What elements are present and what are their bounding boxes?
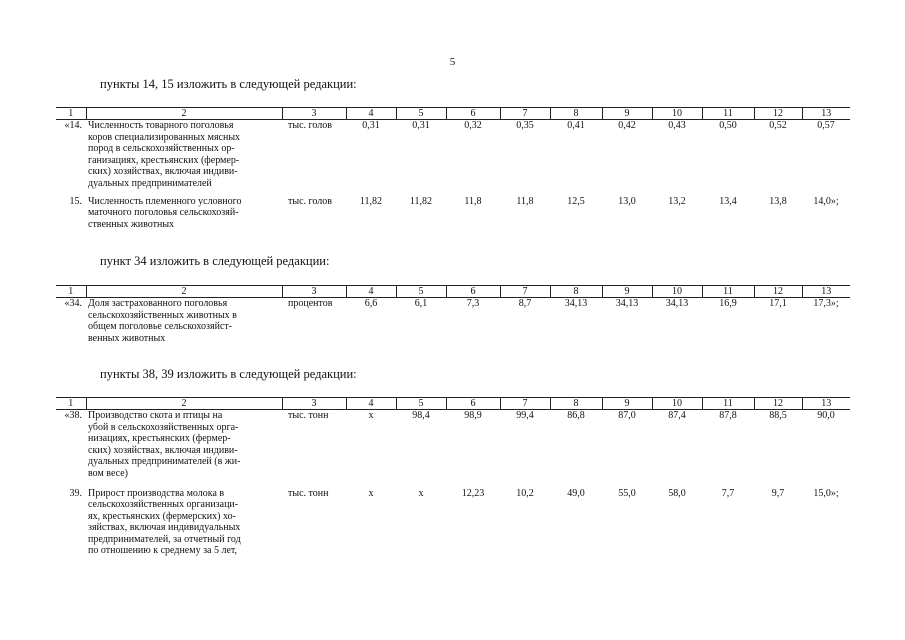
- value-cell: x: [368, 487, 374, 499]
- value-cell: 55,0: [618, 487, 636, 499]
- table-row: [56, 488, 850, 566]
- column-number-row: [56, 286, 850, 298]
- value-cell: 58,0: [668, 487, 686, 499]
- value-cell: 7,7: [721, 487, 735, 499]
- unit-of-measure: тыс. тонн: [288, 410, 329, 421]
- value-cell: 17,3»;: [813, 298, 839, 309]
- column-number-cell: 13: [802, 286, 850, 298]
- column-number-row: [56, 398, 850, 410]
- value-cell: 0,50: [719, 120, 737, 131]
- item-number: «38.: [64, 410, 82, 421]
- column-number-cell: 1: [56, 398, 86, 410]
- column-number-cell: 7: [500, 398, 550, 410]
- value-cell: 0,52: [769, 120, 787, 131]
- section-instruction: пункты 14, 15 изложить в следующей редакции:: [100, 77, 357, 91]
- indicator-name-line: предпринимателей, за отчетный год: [88, 533, 241, 545]
- value-cell: 6,6: [364, 298, 378, 309]
- indicator-name-line: сельскохозяйственных организаци-: [88, 499, 239, 510]
- indicator-name-line: по отношению к среднему за 5 лет,: [88, 545, 237, 556]
- unit-of-measure: тыс. голов: [288, 120, 332, 131]
- column-number-cell: 12: [754, 286, 802, 298]
- value-cell: 11,8: [464, 195, 482, 207]
- column-number-cell: 11: [702, 398, 754, 410]
- indicator-name: [86, 488, 282, 566]
- unit-of-measure: тыс. голов: [288, 195, 332, 207]
- indicator-name: [86, 298, 282, 352]
- value-cell: 13,2: [668, 195, 686, 207]
- value-cell: 6,1: [414, 298, 428, 309]
- indicator-name-line: Прирост производства молока в: [88, 487, 225, 499]
- value-cell: x: [418, 487, 424, 499]
- value-cell: 10,2: [516, 487, 534, 499]
- unit-of-measure: тыс. тонн: [288, 487, 329, 499]
- value-cell: 87,4: [668, 410, 686, 421]
- indicator-name-line: Производство скота и птицы на: [88, 410, 223, 421]
- indicator-name-line: дуальных предпринимателей (в жи-: [88, 456, 241, 467]
- column-number-cell: 12: [754, 108, 802, 120]
- column-number-cell: 9: [602, 108, 652, 120]
- column-number-cell: 11: [702, 108, 754, 120]
- column-number-cell: 8: [550, 108, 602, 120]
- value-cell: 7,3: [466, 298, 480, 309]
- column-number-cell: 4: [346, 108, 396, 120]
- indicator-name-line: ях, крестьянских (фермерских) хо-: [88, 510, 236, 522]
- column-number-cell: 10: [652, 108, 702, 120]
- indicator-name-line: дуальных предпринимателей: [88, 177, 212, 189]
- value-cell: 90,0: [817, 410, 835, 421]
- item-number: 15.: [69, 195, 82, 207]
- value-cell: 17,1: [769, 298, 787, 309]
- column-number-cell: 2: [86, 108, 282, 120]
- value-cell: 49,0: [567, 487, 585, 499]
- section-instruction: пункты 38, 39 изложить в следующей редакции:: [100, 367, 357, 381]
- item-number: «14.: [64, 120, 82, 131]
- indicator-name-line: убой в сельскохозяйственных орга-: [88, 421, 239, 433]
- value-cell: 34,13: [615, 298, 639, 309]
- value-cell: 87,8: [719, 410, 737, 421]
- value-cell: 0,41: [567, 120, 585, 131]
- value-cell: 13,0: [618, 195, 636, 207]
- column-number-cell: 1: [56, 286, 86, 298]
- indicator-name-line: ских) хозяйствах, включая индиви-: [88, 444, 238, 456]
- indicator-name: [86, 410, 282, 488]
- column-number-cell: 5: [396, 286, 446, 298]
- indicator-name-line: вом весе): [88, 467, 128, 479]
- table-row: [56, 196, 850, 236]
- indicator-name-line: Доля застрахованного поголовья: [88, 298, 228, 309]
- indicator-name-line: ганизациях, крестьянских (фермер-: [88, 154, 240, 166]
- column-number-cell: 7: [500, 108, 550, 120]
- column-number-cell: 5: [396, 108, 446, 120]
- column-number-cell: 3: [282, 398, 346, 410]
- value-cell: 86,8: [567, 410, 585, 421]
- value-cell: 0,31: [362, 120, 380, 131]
- indicator-name-line: зяйствах, включая индивидуальных: [88, 522, 241, 533]
- section-instruction: пункт 34 изложить в следующей редакции:: [100, 254, 330, 268]
- indicator-name-line: венных животных: [88, 332, 166, 344]
- column-number-cell: 13: [802, 398, 850, 410]
- item-number: 39.: [69, 487, 82, 499]
- column-number-cell: 2: [86, 398, 282, 410]
- column-number-cell: 8: [550, 398, 602, 410]
- item-number: «34.: [64, 298, 82, 309]
- page-number: 5: [449, 56, 456, 68]
- column-number-cell: 6: [446, 398, 500, 410]
- value-cell: 13,8: [769, 195, 787, 207]
- indicator-name-line: коров специализированных мясных: [88, 131, 241, 143]
- column-number-cell: 6: [446, 286, 500, 298]
- column-number-cell: 9: [602, 398, 652, 410]
- indicator-name-line: ственных животных: [88, 218, 175, 230]
- column-number-cell: 10: [652, 398, 702, 410]
- amendment-table: [56, 107, 850, 236]
- value-cell: x: [368, 410, 374, 421]
- indicator-name-line: Численность товарного поголовья: [88, 120, 234, 131]
- amendment-table: [56, 397, 850, 566]
- value-cell: 11,8: [516, 195, 534, 207]
- value-cell: 15,0»;: [813, 487, 839, 499]
- table-row: [56, 298, 850, 352]
- column-number-cell: 3: [282, 286, 346, 298]
- indicator-name-line: Численность племенного условного: [88, 195, 242, 207]
- column-number-cell: 8: [550, 286, 602, 298]
- value-cell: 0,35: [516, 120, 534, 131]
- unit-of-measure: процентов: [288, 298, 333, 309]
- value-cell: 12,23: [461, 487, 485, 499]
- table-row: [56, 410, 850, 488]
- value-cell: 13,4: [719, 195, 737, 207]
- value-cell: 8,7: [518, 298, 532, 309]
- value-cell: 9,7: [771, 487, 785, 499]
- value-cell: 16,9: [719, 298, 737, 309]
- value-cell: 0,43: [668, 120, 686, 131]
- indicator-name: [86, 120, 282, 196]
- column-number-cell: 2: [86, 286, 282, 298]
- indicator-name-line: пород в сельскохозяйственных ор-: [88, 143, 235, 154]
- value-cell: 0,57: [817, 120, 835, 131]
- column-number-cell: 5: [396, 398, 446, 410]
- column-number-cell: 13: [802, 108, 850, 120]
- column-number-row: [56, 108, 850, 120]
- indicator-name-line: низациях, крестьянских (фермер-: [88, 433, 231, 444]
- value-cell: 0,32: [464, 120, 482, 131]
- column-number-cell: 4: [346, 398, 396, 410]
- value-cell: 34,13: [665, 298, 689, 309]
- column-number-cell: 1: [56, 108, 86, 120]
- value-cell: 98,4: [412, 410, 430, 421]
- indicator-name-line: общем поголовье сельскохозяйст-: [88, 321, 233, 332]
- indicator-name: [86, 196, 282, 236]
- value-cell: 12,5: [567, 195, 585, 207]
- column-number-cell: 4: [346, 286, 396, 298]
- value-cell: 88,5: [769, 410, 787, 421]
- value-cell: 34,13: [564, 298, 588, 309]
- value-cell: 99,4: [516, 410, 534, 421]
- indicator-name-line: ских) хозяйствах, включая индиви-: [88, 166, 238, 177]
- column-number-cell: 9: [602, 286, 652, 298]
- value-cell: 0,42: [618, 120, 636, 131]
- value-cell: 11,82: [409, 195, 433, 207]
- column-number-cell: 12: [754, 398, 802, 410]
- amendment-table: [56, 285, 850, 352]
- column-number-cell: 10: [652, 286, 702, 298]
- column-number-cell: 7: [500, 286, 550, 298]
- value-cell: 98,9: [464, 410, 482, 421]
- table-row: [56, 120, 850, 196]
- column-number-cell: 6: [446, 108, 500, 120]
- column-number-cell: 11: [702, 286, 754, 298]
- indicator-name-line: сельскохозяйственных животных в: [88, 309, 237, 321]
- value-cell: 87,0: [618, 410, 636, 421]
- value-cell: 0,31: [412, 120, 430, 131]
- column-number-cell: 3: [282, 108, 346, 120]
- value-cell: 11,82: [359, 195, 383, 207]
- value-cell: 14,0»;: [813, 195, 839, 207]
- indicator-name-line: маточного поголовья сельскохозяй-: [88, 207, 239, 218]
